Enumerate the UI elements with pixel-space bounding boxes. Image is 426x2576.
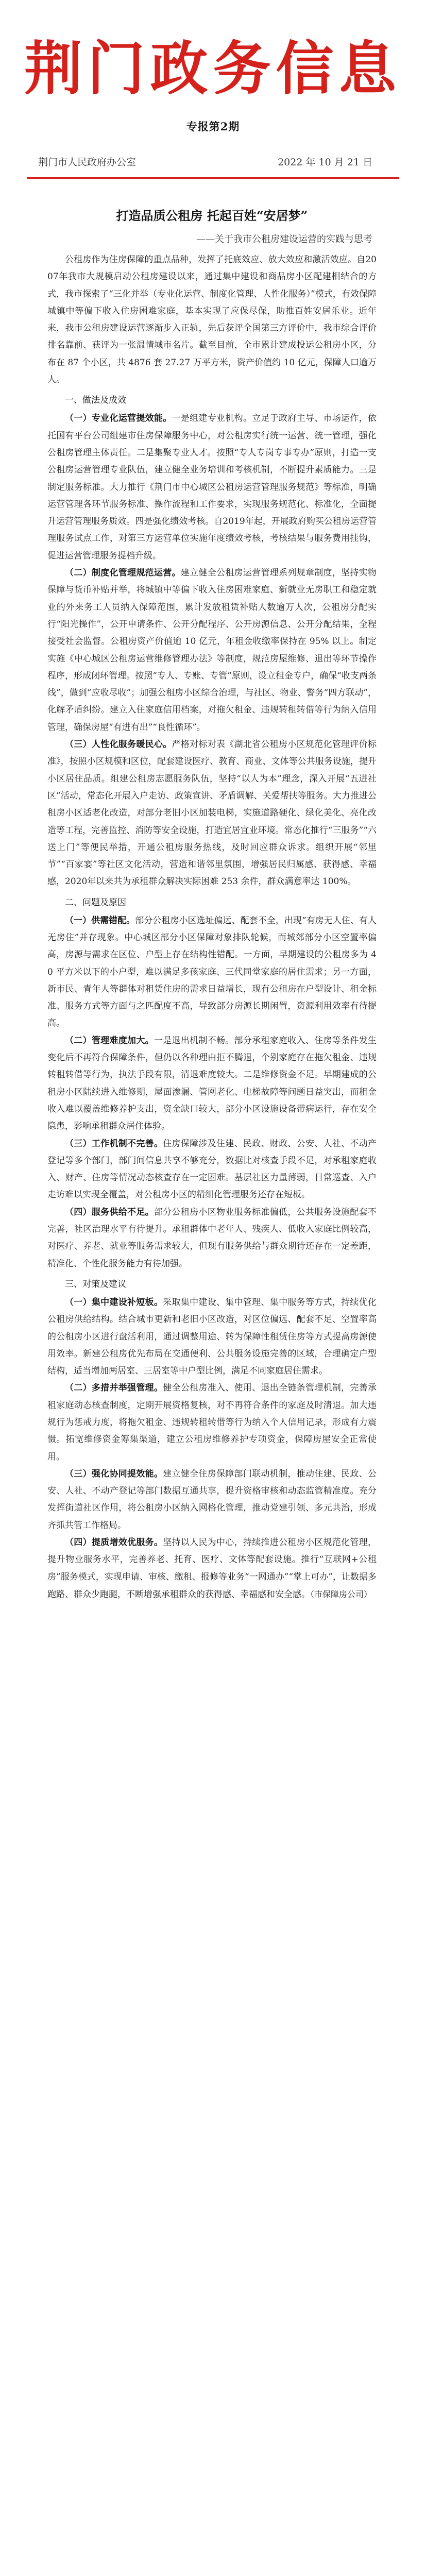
issue-number: 专报第2期: [186, 120, 240, 133]
paragraph-lead: （一）集中建设补短板。: [65, 1297, 163, 1308]
section-paragraph: [47, 1380, 377, 1465]
section-paragraph: [47, 1204, 377, 1273]
paragraph-lead: （三）强化协同提效能。: [65, 1468, 163, 1479]
section-heading: 三、对策及建议: [65, 1279, 126, 1290]
paragraph-lead: （二）管理难度加大。: [65, 1035, 154, 1046]
paragraph-body: 采取集中建设、集中管理、集中服务等方式，持续优化公租房供给结构。结合城市更新和老旧小区改造，对区位偏远、配套不足、空置率高的公租房小区进行盘活利用，通过调整用途、转为保障性租赁住房等方式提高房源使用效率。新建公租房优先布局在交通便利、公共服务设施完善的区域，合理确定户型结构，适当增加两居室、三居室等中户型比例，满足不同家庭居住需求。: [47, 1297, 377, 1377]
section-paragraph: [47, 1032, 377, 1136]
paragraph-body: 坚持以人民为中心，持续推进公租房小区规范化管理，提升物业服务水平，完善养老、托育、医疗、文体等配套设施。推行“互联网+公租房”服务模式，实现申请、审核、缴租、报修等业务“一网通办”“掌上可办”，让数据多跑路、群众少跑腿，不断增强承租群众的获得感、幸福感和安全感。: [47, 1537, 377, 1600]
paragraph-lead: （三）人性化服务暖民心。: [65, 739, 172, 750]
section-heading: 一、做法及成效: [65, 395, 126, 406]
paragraph-lead: （一）供需错配。: [65, 915, 135, 926]
section-paragraph: [47, 1136, 377, 1204]
paragraph-body: 一是退出机制不畅。部分承租家庭收入、住房等条件发生变化后不再符合保障条件，但仍以各种理由拒不腾退，个别家庭存在拖欠租金、违规转租转借等行为，执法手段有限，清退难度较大。二是维修资金不足。早期建成的公租房小区陆续进入维修期，屋面渗漏、管网老化、电梯故障等问题日益突出，而租金收入难以覆盖维修养护支出，资金缺口较大，部分小区设施设备带病运行，存在安全隐患，影响承租群众居住体验。: [47, 1035, 377, 1132]
paragraph-body: 部分公租房小区物业服务标准偏低，公共服务设施配套不完善，社区治理水平有待提升。承租群体中老年人、残疾人、低收入家庭比例较高，对医疗、养老、就业等服务需求较大，但现有服务供给与群众期待还存在一定差距，精准化、个性化服务能力有待加强。: [47, 1207, 377, 1269]
issuing-org: 荆门市人民政府办公室: [38, 157, 137, 168]
masthead-divider: [27, 177, 399, 179]
section-paragraph: [47, 1466, 377, 1534]
section-paragraph: [47, 410, 377, 565]
paragraph-lead: （一）专业化运营提效能。: [65, 413, 172, 424]
section-paragraph: [47, 912, 377, 1032]
paragraph-body: 建立健全公租房运营管理系列规章制度，坚持实物保障与货币补贴并举，将城镇中等偏下收入住房困难家庭、新就业无房职工和稳定就业的外来务工人员纳入保障范围，累计发放租赁补贴人数逾万人次，公租房分配实行“阳光操作”，公开申请条件、公开分配程序、公开房源信息、公开分配结果，全程接受社会监督。公租房资产价值逾 10 亿元，年租金收缴率保持在 95% 以上。制定实施《中心城区公租房运营维修管理办法》等制度，规范房屋维修、退出等环节操作程序，形成闭环管理。按照“专人、专账、专管”原则，设立租金专户，确保“收支两条线”，做到“应收尽收”；加强公租房小区综合治理，与社区、物业、警务“四方联动”，化解矛盾纠纷。建立入住家庭信用档案，对拖欠租金、违规转租转借等行为纳入信用管理，确保房屋“有进有出”“良性循环”。: [47, 568, 377, 733]
article-headline: 打造品质公租房 托起百姓“安居梦”: [116, 208, 308, 223]
paragraph-lead: （二）制度化管理规范运营。: [65, 568, 181, 579]
paragraph-body: 部分公租房小区选址偏远、配套不全，出现“有房无人住、有人无房住”并存现象。中心城区部分小区保障对象排队轮候，而城郊部分小区空置率偏高，房源与需求在区位、户型上存在结构性错配。一方面，早期建设的公租房多为 40 平方米以下的小户型，难以满足多孩家庭、三代同堂家庭的居住需求；另一方面，新市民、青年人等群体对租赁住房的需求日益增长，现有公租房在户型设计、租金标准、服务方式等方面与之匹配度不高，导致部分房源长期闲置，资源利用效率有待提高。: [47, 915, 377, 1029]
paragraph-lead: （二）多措并举强管理。: [65, 1383, 163, 1394]
paragraph-body: 住房保障涉及住建、民政、财政、公安、人社、不动产登记等多个部门，部门间信息共享不够充分，数据比对核查手段不足，对承租家庭收入、财产、住房等情况动态核查存在一定困难。基层社区力量薄弱，日常巡查、入户走访难以实现全覆盖，对公租房小区的精细化管理服务还存在短板。: [47, 1138, 377, 1200]
masthead: [0, 0, 426, 134]
paragraph-lead: （四）服务供给不足。: [65, 1207, 154, 1217]
section-paragraph: [47, 565, 377, 736]
paragraph-body: 严格对标对表《湖北省公租房小区规范化管理评价标准》，按照小区规模和区位，配套建设医疗、教育、商业、文体等公共服务设施，提升小区居住品质。组建公租房志愿服务队伍，坚持“以人为本”理念，深入开展“五进社区”活动，常态化开展入户走访、政策宣讲、矛盾调解、关爱帮扶等服务。大力推进公租房小区适老化改造，对部分老旧小区加装电梯，实施道路硬化、绿化美化、亮化改造等工程，完善监控、消防等安全设施，打造宜居宜业环境。常态化推行“三服务”“六送上门”等便民举措，开通公租房服务热线，及时回应群众诉求。组织开展“邻里节”“百家宴”等社区文化活动，营造和谐邻里氛围，增强居民归属感、获得感、幸福感，2020年以来共为承租群众解决实际困难 253 余件，群众满意率达 100%。: [47, 739, 377, 887]
section-paragraph: [47, 1294, 377, 1380]
article-intro: 公租房作为住房保障的重点品种，发挥了托底效应、放大效应和激活效应。自2007年我市大规模启动公租房建设以来，通过集中建设和商品房小区配建相结合的方式，我市探索了“三化并举（专业化运营、制度化管理、人性化服务）”模式，有效保障城镇中等偏下收入住房困难家庭，基本实现了应保尽保，助推百姓安居乐业。近年来，我市公租房建设运营逐渐步入正轨，先后获评全国第三方评价中，我市综合评价排名靠前、获评为一张温情城市名片。截至目前，全市累计建成投运公租房小区，分布在 87 个小区，共 4876 套 27.27 万平方米，资产价值约 10 亿元，保障人口逾万人。: [47, 255, 377, 385]
paragraph-lead: （四）提质增效优服务。: [65, 1537, 163, 1548]
masthead-title: 荆门政务信息: [24, 36, 402, 103]
paragraph-body: 健全公租房准入、使用、退出全链条管理机制，完善承租家庭动态核查制度，定期开展资格复核，对不再符合条件的家庭及时清退。加大违规行为惩戒力度，将拖欠租金、违规转租转借等行为纳入个人信用记录，形成有力震慑。拓宽维修资金筹集渠道，建立公租房维修养护专项资金，保障房屋安全正常使用。: [47, 1383, 377, 1462]
paragraph-body: 一是组建专业机构。立足于政府主导、市场运作，依托国有平台公司组建市住房保障服务中心，对公租房实行统一运营、统一管理，强化公租房管理主体责任。二是集聚专业人才。按照“专人专岗专事专办”原则，打造一支公租房运营管理专业队伍，建立健全业务培训和考核机制，不断提升素质能力。三是制定服务标准。大力推行《荆门市中心城区公租房运营管理服务规范》等标准，明确运营管理各环节服务标准、操作流程和工作要求，实现服务规范化、标准化，全面提升运营管理服务质效。四是强化绩效考核。自2019年起，开展政府购买公租房运营管理服务试点工作，对第三方运营单位实施年度绩效考核，考核结果与服务费用挂钩，促进运营管理服务提档升级。: [47, 413, 377, 561]
section-heading: 二、问题及原因: [65, 897, 126, 908]
article-subtitle: ——关于我市公租房建设运营的实践与思考: [196, 234, 372, 245]
paragraph-lead: （三）工作机制不完善。: [65, 1138, 163, 1149]
article-source: （市保障房公司）: [310, 1589, 372, 1599]
paragraph-body: 建立健全住房保障部门联动机制，推动住建、民政、公安、人社、不动产登记等部门数据互通共享，提升资格审核和动态监管精准度。充分发挥街道社区作用，将公租房小区纳入网格化管理，推动党建引领、多元共治，形成齐抓共管工作格局。: [47, 1468, 377, 1531]
section-paragraph: [47, 736, 377, 891]
article: [0, 206, 426, 1603]
issue-meta: [34, 155, 392, 171]
issue-date: 2022 年 10 月 21 日: [278, 157, 372, 168]
section-paragraph: [47, 1534, 377, 1603]
